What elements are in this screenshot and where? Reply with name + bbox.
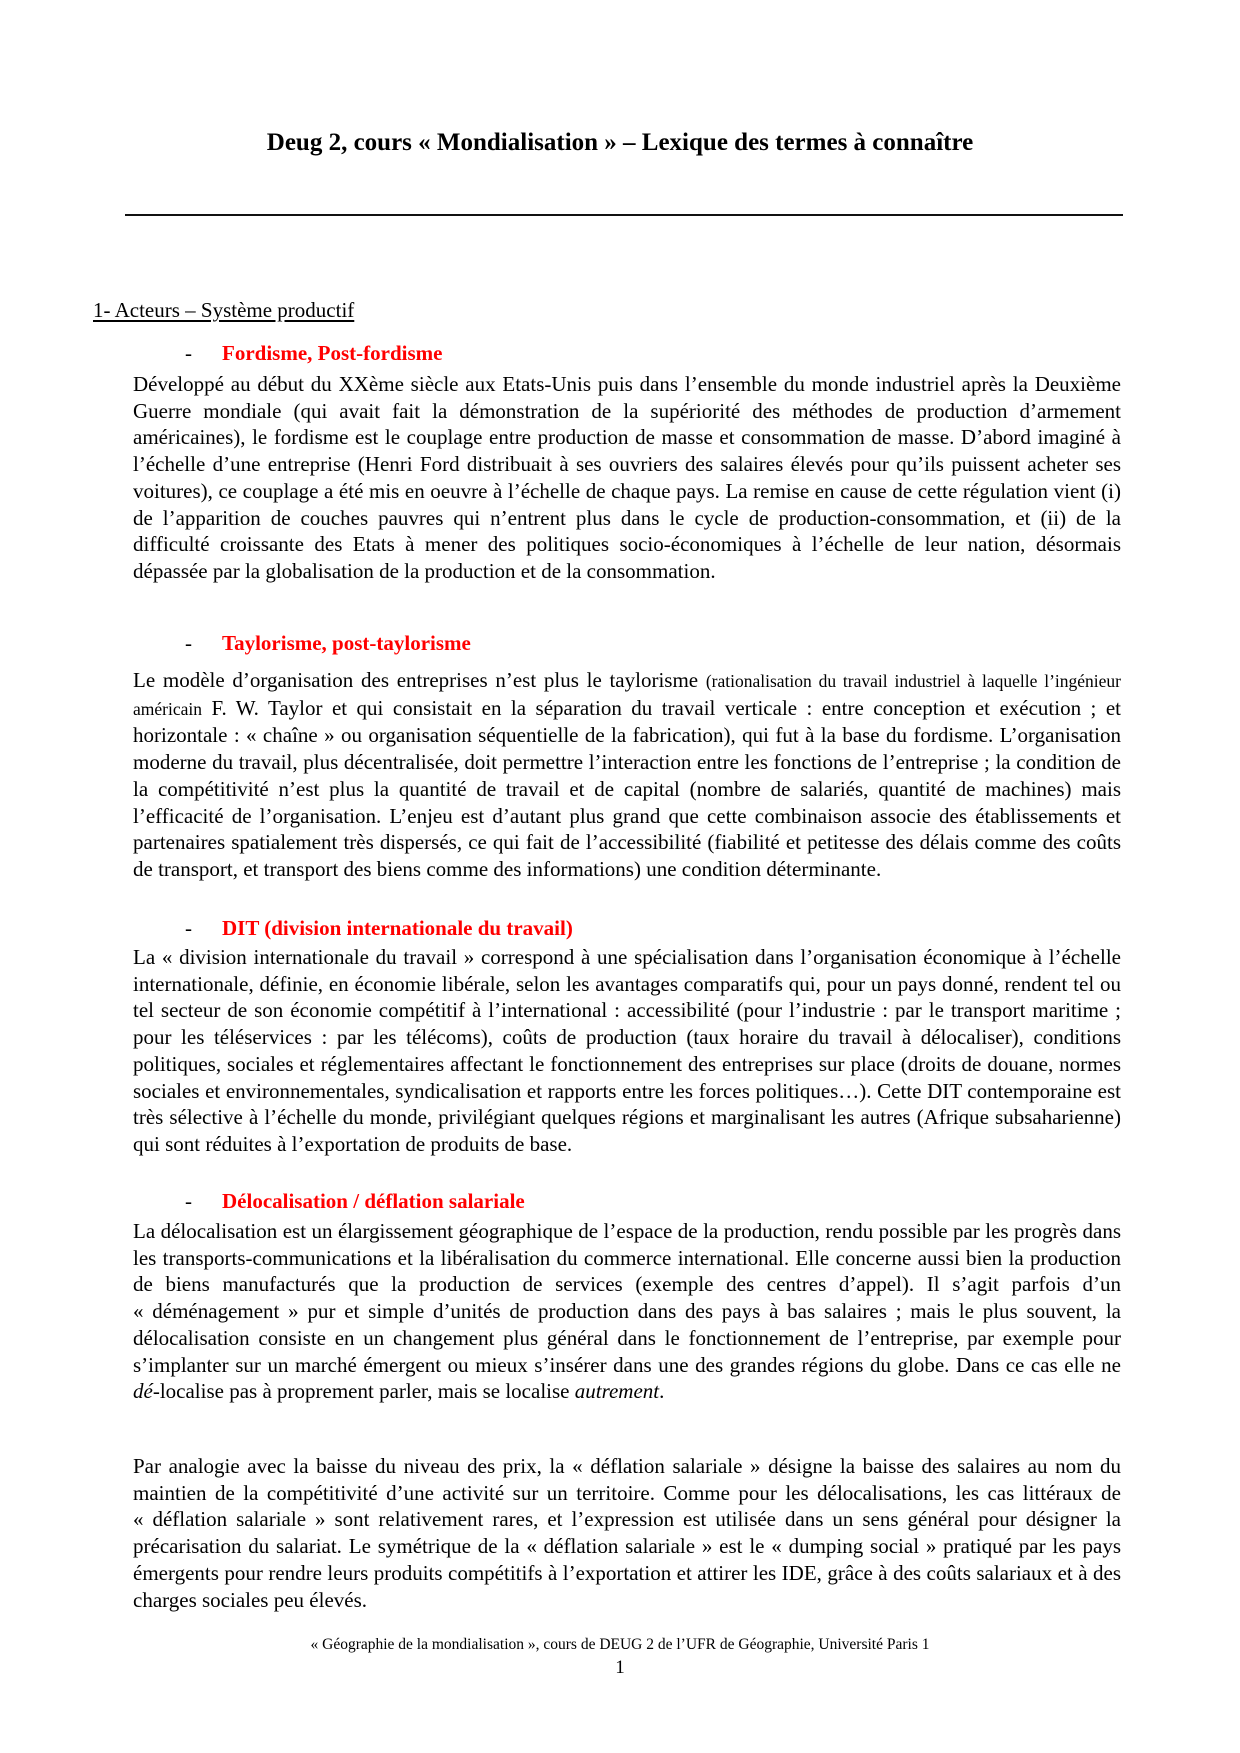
page-title: Deug 2, cours « Mondialisation » – Lexique des termes à connaître [266, 129, 974, 156]
paragraph-deflation-salariale: Par analogie avec la baisse du niveau des prix, la « déflation salariale » désigne la baisse des salaires au nom du maintien de la compétitivité d’une activité sur un territoire. Comme pour les délocalisations, les cas littéraux de « déflation salariale » sont relativement rares, et l’expression est utilisée dans un sens général pour désigner la précarisation du salariat. Le symétrique de la « déflation salariale » est le « dumping social » pratiqué par les pays émergents pour rendre leurs produits compétitifs à l’exportation et attirer les IDE, grâce à des coûts salariaux et à des charges sociales peu élevés. [133, 1454, 1121, 1612]
divider-rule [125, 214, 1123, 216]
term-heading-delocalisation [133, 1188, 1121, 1215]
section-heading: 1- Acteurs – Système productif [93, 298, 355, 322]
paragraph-taylorisme: Le modèle d’organisation des entreprises n’est plus le taylorisme (rationalisation du travail industriel à laquelle l’ingénieur américain F. W. Taylor et qui consistait en la séparation du travail verticale : entre conception et exécution ; et horizontale : « chaîne » ou organisation séquentielle de la fabrication), qui fut à la base du fordisme. L’organisation moderne du travail, plus décentralisée, doit permettre l’interaction entre les fonctions de l’entreprise ; la condition de la compétitivité n’est plus la quantité de travail et de capital (nombre de salariés, quantité de machines) mais l’efficacité de l’organisation. L’enjeu est d’autant plus grand que cette combinaison associe des établissements et partenaires spatialement très dispersés, ce qui fait de l’accessibilité (fiabilité et petitesse des délais comme des coûts de transport, et transport des biens comme des informations) une condition déterminante. [133, 668, 1121, 881]
term-heading-dit [133, 915, 1121, 942]
term-label: Fordisme, Post-fordisme [222, 341, 443, 365]
term-heading-fordisme [133, 340, 1121, 367]
term-heading-taylorisme [133, 630, 1121, 657]
dash-bullet: - [185, 631, 192, 655]
dash-bullet: - [185, 916, 192, 940]
term-label: Taylorisme, post-taylorisme [222, 631, 471, 655]
footer-line: « Géographie de la mondialisation », cours de DEUG 2 de l’UFR de Géographie, Université Paris 1 [310, 1636, 930, 1653]
page-number: 1 [615, 1657, 625, 1678]
paragraph-delocalisation: La délocalisation est un élargissement géographique de l’espace de la production, rendu possible par les progrès dans les transports-communications et la libéralisation du commerce international. Elle concerne aussi bien la production de biens manufacturés que la production de services (exemple des centres d’appel). Il s’agit parfois d’un « déménagement » pur et simple d’unités de production dans des pays à bas salaires ; mais le plus souvent, la délocalisation consiste en un changement plus général dans le fonctionnement de l’entreprise, par exemple pour s’implanter sur un marché émergent ou mieux s’insérer dans une des grandes régions du globe. Dans ce cas elle ne dé-localise pas à proprement parler, mais se localise autrement. [133, 1219, 1121, 1404]
dash-bullet: - [185, 1189, 192, 1213]
paragraph-dit: La « division internationale du travail » correspond à une spécialisation dans l’organisation économique à l’échelle internationale, définie, en économie libérale, selon les avantages comparatifs qui, pour un pays donné, rendent tel ou tel secteur de son économie compétitif à l’international : accessibilité (pour l’industrie : par le transport maritime ; pour les téléservices : par les télécoms), coûts de production (taux horaire du travail à délocaliser), conditions politiques, sociales et réglementaires affectant le fonctionnement des entreprises sur place (droits de douane, normes sociales et environnementales, syndicalisation et rapports entre les forces politiques…). Cette DIT contemporaine est très sélective à l’échelle du monde, privilégiant quelques régions et marginalisant les autres (Afrique subsaharienne) qui sont réduites à l’exportation de produits de base. [133, 945, 1121, 1156]
dash-bullet: - [185, 341, 192, 365]
term-label: DIT (division internationale du travail) [222, 916, 573, 940]
paragraph-fordisme: Développé au début du XXème siècle aux Etats-Unis puis dans l’ensemble du monde industriel après la Deuxième Guerre mondiale (qui avait fait la démonstration de la supériorité des méthodes de production d’armement américaines), le fordisme est le couplage entre production de masse et consommation de masse. D’abord imaginé à l’échelle d’une entreprise (Henri Ford distribuait à ses ouvriers des salaires élevés pour qu’ils puissent acheter ses voitures), ce couplage a été mis en oeuvre à l’échelle de chaque pays. La remise en cause de cette régulation vient (i) de l’apparition de couches pauvres qui n’entrent plus dans le cycle de production-consommation, et (ii) de la difficulté croissante des Etats à mener des politiques socio-économiques à l’échelle de leur nation, désormais dépassée par la globalisation de la production et de la consommation. [133, 372, 1121, 583]
term-label: Délocalisation / déflation salariale [222, 1189, 525, 1213]
